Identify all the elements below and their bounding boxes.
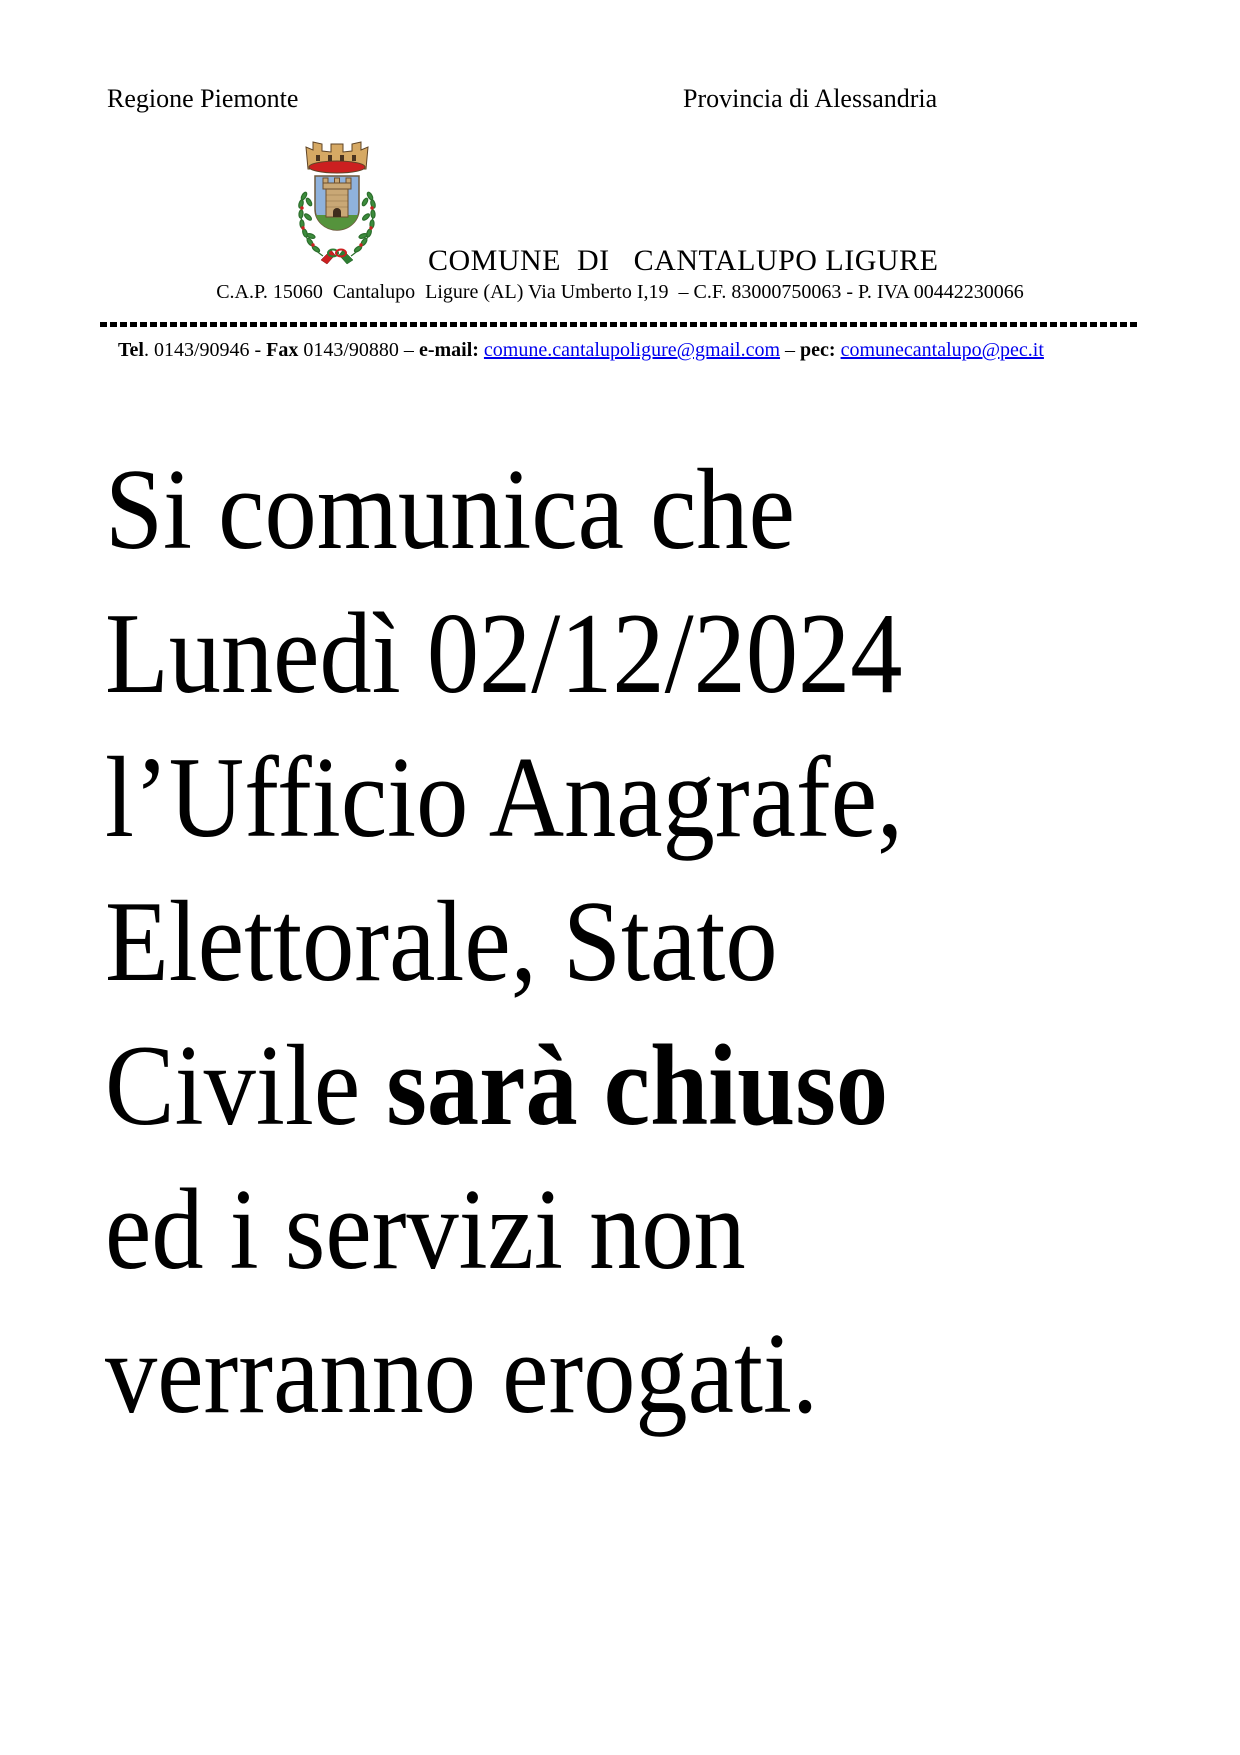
notice-text-segment: l’Ufficio Anagrafe,: [105, 734, 904, 862]
notice-text-segment: Si comunica che: [105, 446, 795, 574]
fax-value: 0143/90880 –: [298, 339, 419, 361]
province-label: Provincia di Alessandria: [683, 84, 938, 113]
notice-text-segment: Elettorale, Stato: [105, 878, 778, 1006]
municipality-name: COMUNE DI CANTALUPO LIGURE: [428, 244, 939, 277]
region-label: Regione Piemonte: [107, 84, 299, 113]
ribbon: [321, 250, 353, 265]
notice-bold-text: sarà chiuso: [386, 1022, 889, 1150]
pec-link[interactable]: comunecantalupo@pec.it: [840, 339, 1044, 361]
notice-line: [105, 438, 903, 582]
notice-line: [105, 1158, 903, 1302]
tel-value: . 0143/90946 -: [143, 339, 267, 361]
email-link[interactable]: comune.cantalupoligure@gmail.com: [483, 339, 781, 361]
notice-text-segment: ed i servizi non: [105, 1166, 746, 1294]
fax-label: Fax: [266, 339, 299, 361]
notice-text: [105, 438, 903, 1446]
contact-separator: –: [780, 339, 801, 361]
municipal-coat-of-arms-icon: [287, 138, 387, 272]
tel-label: Tel: [118, 339, 144, 361]
mural-crown: [306, 142, 368, 173]
contact-line: [118, 339, 1044, 362]
address-line: C.A.P. 15060 Cantalupo Ligure (AL) Via Umberto I,19 – C.F. 83000750063 - P. IVA 00442230066: [216, 281, 1024, 303]
notice-line: [105, 726, 903, 870]
dashed-separator: [100, 322, 1140, 327]
notice-line: [105, 870, 903, 1014]
notice-line: [105, 1302, 903, 1446]
email-label: e-mail:: [418, 339, 484, 361]
notice-text-segment: verranno erogati.: [105, 1310, 819, 1438]
notice-text-segment: Lunedì 02/12/2024: [105, 590, 903, 718]
notice-line: [105, 582, 903, 726]
notice-line: [105, 1014, 903, 1158]
pec-label: pec:: [800, 339, 841, 361]
notice-text-segment: Civile: [105, 1022, 387, 1150]
